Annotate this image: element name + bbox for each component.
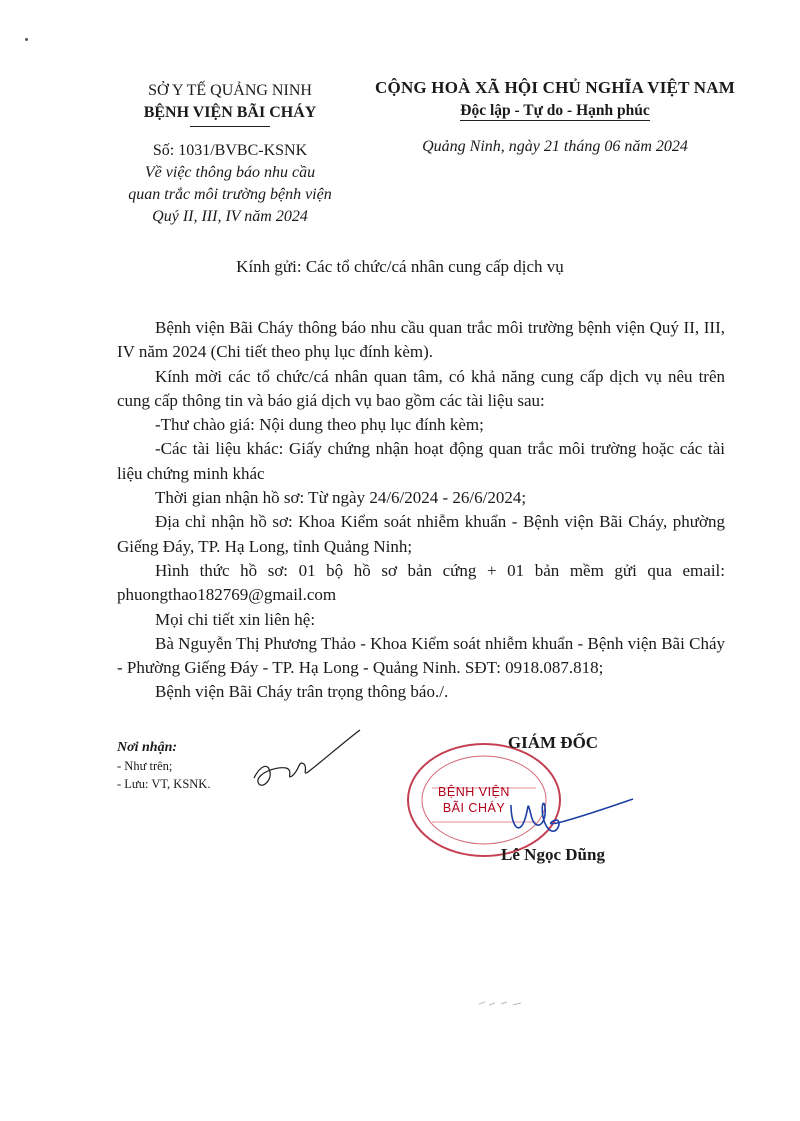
document-number: Số: 1031/BVBC-KSNK [152,142,308,159]
national-header [360,76,750,122]
subject-line: quan trắc môi trường bệnh viện [128,186,332,203]
scan-dot [25,38,28,41]
issuer-block [110,80,350,127]
seal-text: BÃI CHÁY [442,801,506,815]
date-line: Quảng Ninh, ngày 21 tháng 06 năm 2024 [422,138,688,155]
recipient-item: - Lưu: VT, KSNK. [117,777,211,791]
subject-line: Quý II, III, IV năm 2024 [152,208,308,225]
signer-title: GIÁM ĐỐC [507,733,599,752]
bullet-item [117,437,725,486]
issuer-underline [190,126,270,127]
body-paragraph: Thời gian nhận hồ sơ: Từ ngày 24/6/2024 - 26/6/2024; [155,488,527,508]
document-body [117,316,725,705]
body-paragraph: Bệnh viện Bãi Cháy trân trọng thông báo./. [155,682,449,702]
recipient-item: - Như trên; [117,759,173,773]
body-paragraph: Hình thức hồ sơ: 01 bộ hồ sơ bản cứng + 01 bản mềm gửi qua email: phuongthao182769@gmail.com [117,560,725,605]
subject-line: Về việc thông báo nhu cầu [144,164,316,181]
bullet-item [117,413,725,437]
hospital-name: BỆNH VIỆN BÃI CHÁY [143,104,317,121]
director-signature [505,775,635,850]
national-motto: Độc lập - Tự do - Hạnh phúc [460,102,650,119]
body-paragraph: Địa chỉ nhận hồ sơ: Khoa Kiểm soát nhiễm khuẩn - Bệnh viện Bãi Cháy, phường Giếng Đáy, TP. Hạ Long, tỉnh Quảng Ninh; [117,512,725,556]
salutation: Kính gửi: Các tổ chức/cá nhân cung cấp dịch vụ [236,257,564,276]
bullet-dash: - [155,415,161,435]
recipients-title: Nơi nhận: [117,740,178,755]
initial-signature [246,726,366,796]
signer-name: Lê Ngọc Dũng [501,845,605,864]
seal-text: BỆNH VIỆN [438,785,510,799]
body-paragraph: Bệnh viện Bãi Cháy thông báo nhu cầu quan trắc môi trường bệnh viện Quý II, III, IV năm 2024 (Chi tiết theo phụ lục đính kèm). [117,318,725,362]
document-subject [110,162,350,228]
bullet-text: Thư chào giá: Nội dung theo phụ lục đính kèm; [160,415,484,435]
body-paragraph: Kính mời các tổ chức/cá nhân quan tâm, có khả năng cung cấp dịch vụ nêu trên cung cấp thông tin và báo giá dịch vụ bao gồm các tài liệu sau: [117,366,725,410]
scan-smudge [475,996,535,1010]
body-paragraph: Mọi chi tiết xin liên hệ: [155,609,316,629]
ministry-name: SỞ Y TẾ QUẢNG NINH [148,82,312,99]
bullet-text: Các tài liệu khác: Giấy chứng nhận hoạt động quan trắc môi trường hoặc các tài liệu chứng minh khác [117,439,725,483]
body-paragraph: Bà Nguyễn Thị Phương Thảo - Khoa Kiểm soát nhiễm khuẩn - Bệnh viện Bãi Cháy - Phường Giếng Đáy - TP. Hạ Long - Quảng Ninh. SĐT: 0918.087.818; [117,633,725,678]
country-name: CỘNG HOÀ XÃ HỘI CHỦ NGHĨA VIỆT NAM [375,78,735,97]
bullet-dash: - [155,439,161,459]
